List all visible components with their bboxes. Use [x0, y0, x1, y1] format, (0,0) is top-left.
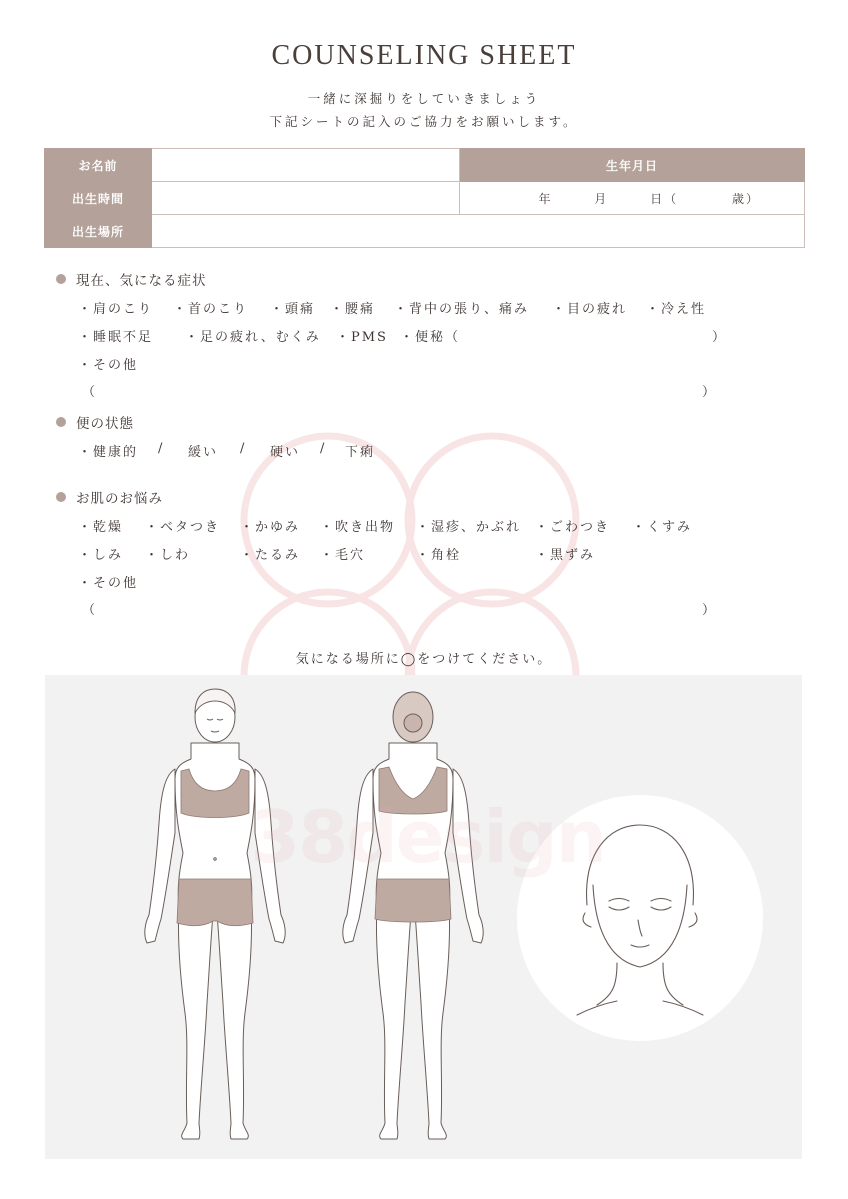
option-other-symptoms[interactable]: ・その他: [78, 358, 139, 373]
other-symptoms-paren-open: （: [82, 385, 98, 400]
name-label: お名前: [45, 149, 152, 182]
month-unit: 月: [594, 191, 609, 206]
separator: /: [320, 441, 327, 456]
body-map-instruction: 気になる場所に◯をつけてください。: [295, 652, 553, 667]
back-body-figure[interactable]: [333, 683, 493, 1153]
option-loose[interactable]: 緩い: [188, 445, 219, 460]
option-headache[interactable]: ・頭痛: [270, 302, 316, 317]
option-sagging[interactable]: ・たるみ: [240, 548, 301, 563]
option-poor-circulation[interactable]: ・冷え性: [646, 302, 707, 317]
option-itchiness[interactable]: ・かゆみ: [240, 520, 301, 535]
option-other-skin[interactable]: ・その他: [78, 576, 139, 591]
separator: /: [158, 441, 165, 456]
option-pms[interactable]: ・PMS: [336, 330, 388, 345]
body-map-panel[interactable]: [45, 675, 802, 1159]
subtitle-line-1: 一緒に深掘りをしていきましょう: [307, 91, 541, 106]
constipation-paren-close: ）: [712, 330, 728, 345]
option-darkening[interactable]: ・黒ずみ: [535, 548, 596, 563]
other-skin-paren-open: （: [82, 603, 98, 618]
front-body-figure[interactable]: [135, 683, 295, 1153]
option-leg-swelling[interactable]: ・足の疲れ、むくみ: [185, 330, 321, 345]
other-symptoms-paren-close: ）: [702, 385, 718, 400]
watermark-text: 38design: [250, 795, 605, 879]
page-title: COUNSELING SHEET: [271, 40, 577, 71]
stool-heading: 便の状態: [56, 412, 134, 432]
option-hard[interactable]: 硬い: [270, 445, 301, 460]
birth-time-label: 出生時間: [45, 182, 152, 215]
option-pores[interactable]: ・毛穴: [320, 548, 366, 563]
year-unit: 年: [538, 191, 553, 206]
bullet-dot: [56, 417, 66, 427]
option-shoulder-stiffness[interactable]: ・肩のこり: [78, 302, 154, 317]
option-wrinkles[interactable]: ・しわ: [145, 548, 191, 563]
birth-time-field[interactable]: [152, 182, 460, 215]
option-eczema-rash[interactable]: ・湿疹、かぶれ: [416, 520, 522, 535]
option-sleep-deprivation[interactable]: ・睡眠不足: [78, 330, 154, 345]
option-back-pain[interactable]: ・腰痛: [330, 302, 376, 317]
option-spots[interactable]: ・しみ: [78, 548, 124, 563]
bullet-dot: [56, 274, 66, 284]
option-eye-strain[interactable]: ・目の疲れ: [552, 302, 628, 317]
option-diarrhea[interactable]: 下痢: [345, 445, 376, 460]
option-dryness[interactable]: ・乾燥: [78, 520, 124, 535]
bullet-dot: [56, 492, 66, 502]
birthdate-field[interactable]: [460, 182, 805, 215]
option-neck-stiffness[interactable]: ・首のこり: [173, 302, 249, 317]
day-unit: 日（: [650, 191, 679, 206]
birthdate-label: 生年月日: [460, 149, 805, 182]
age-unit: 歳）: [731, 191, 760, 206]
personal-info-table: [44, 148, 805, 248]
option-upper-back-tension[interactable]: ・背中の張り、痛み: [394, 302, 530, 317]
option-blackheads-plugs[interactable]: ・角栓: [416, 548, 462, 563]
birth-place-field[interactable]: [152, 215, 805, 248]
birth-place-label: 出生場所: [45, 215, 152, 248]
subtitle-line-2: 下記シートの記入のご協力をお願いします。: [269, 114, 579, 129]
option-constipation[interactable]: ・便秘（: [400, 330, 461, 345]
symptoms-heading: 現在、気になる症状: [56, 269, 207, 289]
option-healthy[interactable]: ・健康的: [78, 445, 139, 460]
other-skin-paren-close: ）: [702, 603, 718, 618]
skin-heading: お肌のお悩み: [56, 487, 163, 507]
option-roughness[interactable]: ・ごわつき: [535, 520, 611, 535]
option-dullness[interactable]: ・くすみ: [632, 520, 693, 535]
option-breakouts[interactable]: ・吹き出物: [320, 520, 396, 535]
separator: /: [240, 441, 247, 456]
option-oiliness[interactable]: ・ベタつき: [145, 520, 221, 535]
name-field[interactable]: [152, 149, 460, 182]
